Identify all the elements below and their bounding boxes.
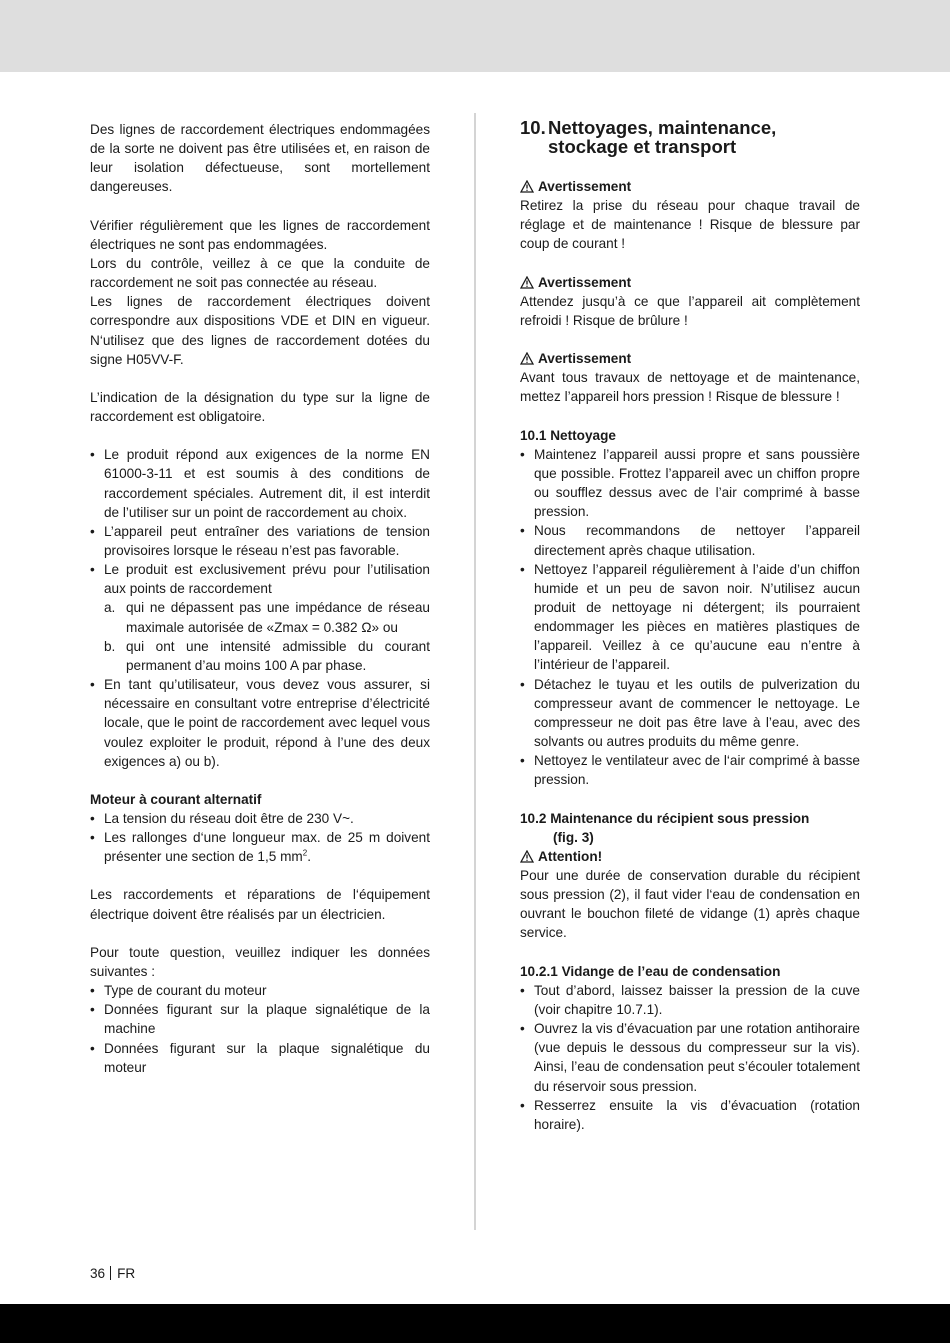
motor-heading: Moteur à courant alternatif: [90, 791, 262, 807]
list-item: • Nettoyez l’appareil régulièrement à l’aide d’un chiffon humide et un peu de savon noir. N’utilisez aucun produit de nettoyage ni détergent; ils pourraient endommager les pièces en matières plastiques de l’appareil. Veillez à ce qu’aucune eau n’entre à l’intérieur de l’appareil.: [520, 560, 860, 675]
column-divider: [474, 113, 476, 1230]
list-item: [90, 560, 430, 675]
list-item: • Données figurant sur la plaque signalétique de la machine: [90, 1000, 430, 1038]
drain-bullet-list: [520, 981, 860, 1134]
warning-heading: [520, 273, 860, 292]
list-item: • Tout d’abord, laissez baisser la pression de la cuve (voir chapitre 10.7.1).: [520, 981, 860, 1019]
list-item: • Ouvrez la vis d’évacuation par une rotation antihoraire (vue depuis le dessous du compresseur sur la vis). Ainsi, l’eau de condensation peut s’écouler totalement du réservoir sous pression.: [520, 1019, 860, 1096]
list-item: • En tant qu’utilisateur, vous devez vous assurer, si nécessaire en consultant votre entreprise d’électricité locale, que le point de raccordement avec lequel vous voulez exploiter le produit, répond à l’une des deux exigences a) ou b).: [90, 675, 430, 771]
list-item: • Maintenez l’appareil aussi propre et sans poussière que possible. Frottez l’appareil avec un chiffon propre ou soufflez dessus avec de l’air comprimé à basse pression.: [520, 445, 860, 522]
warning-title: Avertissement: [538, 274, 632, 290]
data-bullet-list: [90, 981, 430, 1077]
sub-item-letter: b.: [104, 638, 116, 654]
subsection-heading-maintenance: 10.2 Maintenance du récipient sous pression: [520, 810, 810, 826]
subsection-heading-fig-ref: (fig. 3): [553, 829, 594, 845]
list-item: • Nettoyez le ventilateur avec de l‘air comprimé à basse pression.: [520, 751, 860, 789]
warning-title: Avertissement: [538, 179, 632, 194]
warning-text: Retirez la prise du réseau pour chaque travail de réglage et de maintenance ! Risque de blessure par coup de courant !: [520, 198, 860, 252]
list-item: • La tension du réseau doit être de 230 V~.: [90, 809, 430, 828]
list-item: • Nous recommandons de nettoyer l’appareil directement après chaque utilisation.: [520, 521, 860, 559]
list-item: • Détachez le tuyau et les outils de pulverization du compresseur avant de commencer le nettoyage. Le compresseur ne doit pas être lave à l’eau, avec des solvants ou autres produits du même genre.: [520, 675, 860, 752]
sub-item-text: qui ne dépassent pas une impédance de réseau maximale autorisée de «Zmax = 0.382 Ω» ou: [126, 600, 430, 635]
bottom-black-band: [0, 1304, 950, 1343]
superscript: 2: [302, 848, 308, 858]
sub-item-text: qui ont une intensité admissible du courant permanent d’au moins 100 A par phase.: [126, 638, 430, 673]
top-header-band: [0, 0, 950, 72]
warning-heading: [520, 177, 860, 196]
warning-heading: [520, 349, 860, 368]
left-column: [90, 120, 430, 1077]
sub-list-item: [104, 637, 430, 675]
paragraph-check-lines: Vérifier régulièrement que les lignes de raccordement électriques ne sont pas endommagées.: [90, 217, 430, 252]
list-item: • Le produit répond aux exigences de la norme EN 61000-3-11 et est soumis à des conditions de raccordement spéciales. Autrement dit, il est interdit de l’utiliser sur un point de raccordement au choix.: [90, 445, 430, 522]
list-item: • Type de courant du moteur: [90, 981, 430, 1000]
paragraph-vde-din: Les lignes de raccordement électriques doivent correspondre aux dispositions VDE et DIN en vigueur. N‘utilisez que des lignes de raccordement dotées du signe H05VV-F.: [90, 294, 430, 367]
footer-separator: [110, 1266, 111, 1280]
connection-criteria-list: [104, 598, 430, 675]
list-item-end: .: [307, 849, 311, 865]
subsection-heading-cleaning: 10.1 Nettoyage: [520, 427, 616, 443]
subsection-heading-drain: 10.2.1 Vidange de l’eau de condensation: [520, 963, 781, 979]
paragraph-questions: Pour toute question, veuillez indiquer les données suivantes :: [90, 944, 430, 979]
language-code: FR: [117, 1266, 136, 1281]
right-column: [520, 118, 860, 1134]
sub-list-item: [104, 598, 430, 636]
list-item: [90, 828, 430, 866]
list-item: • L’appareil peut entraîner des variations de tension provisoires lorsque le réseau n’est pas favorable.: [90, 522, 430, 560]
paragraph-maintenance: Pour une durée de conservation durable du récipient sous pression (2), il faut vider l‘eau de condensation en ouvrant le bouchon fileté de vidange (1) après chaque service.: [520, 868, 860, 941]
warning-title: Avertissement: [538, 351, 632, 367]
sub-item-letter: a.: [104, 600, 116, 616]
page-footer: [90, 1264, 135, 1283]
attention-title: Attention!: [538, 848, 603, 864]
warning-text: Avant tous travaux de nettoyage et de maintenance, mettez l’appareil hors pression ! Risque de blessure !: [520, 370, 860, 405]
norm-bullet-list: [90, 445, 430, 771]
page-number: 36: [90, 1266, 106, 1281]
section-number: 10.: [520, 117, 546, 138]
section-heading: [520, 118, 860, 156]
list-item-text: Les rallonges d‘une longueur max. de 25 m doivent présenter une section de 1,5 mm: [104, 830, 430, 865]
warning-icon: [520, 180, 534, 193]
warning-icon: [520, 352, 534, 365]
warning-icon: [520, 276, 534, 289]
list-item-text: Le produit est exclusivement prévu pour l’utilisation aux points de raccordement: [104, 562, 430, 597]
warning-text: Attendez jusqu’à ce que l’appareil ait complètement refroidi ! Risque de brûlure !: [520, 293, 860, 328]
paragraph-type-designation: L’indication de la désignation du type sur la ligne de raccordement est obligatoire.: [90, 389, 430, 425]
warning-icon: [520, 850, 534, 863]
attention-heading: [520, 847, 860, 866]
paragraph-control: Lors du contrôle, veillez à ce que la conduite de raccordement ne soit pas connectée au réseau.: [90, 255, 430, 291]
section-title: Nettoyages, maintenance, stockage et transport: [548, 117, 777, 157]
paragraph-damaged-lines: Des lignes de raccordement électriques endommagées de la sorte ne doivent pas être utilisées et, en raison de leur isolation défectueuse, sont mortellement dangereuses.: [90, 122, 430, 195]
paragraph-electrician: Les raccordements et réparations de l‘équipement électrique doivent être réalisés par un électricien.: [90, 887, 430, 922]
cleaning-bullet-list: [520, 445, 860, 790]
motor-bullet-list: [90, 809, 430, 866]
list-item: • Données figurant sur la plaque signalétique du moteur: [90, 1039, 430, 1077]
list-item: • Resserrez ensuite la vis d’évacuation (rotation horaire).: [520, 1096, 860, 1134]
